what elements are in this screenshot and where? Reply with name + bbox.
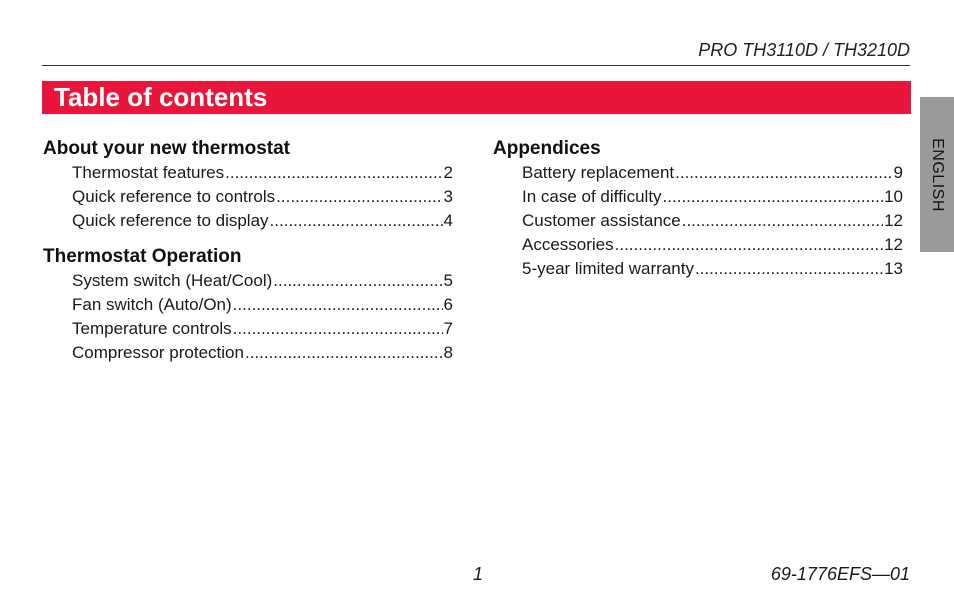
toc-entry: [72, 341, 453, 365]
dot-leader: [663, 185, 884, 209]
toc-entry: [72, 161, 453, 185]
toc-entry-label: Temperature controls: [72, 319, 232, 338]
toc-entry-label: Thermostat features: [72, 163, 225, 182]
dot-leader: [682, 209, 883, 233]
toc-section-heading: Appendices: [493, 138, 601, 159]
dot-leader: [615, 233, 879, 257]
toc-entry-page: 13: [884, 259, 903, 278]
toc-entry-label: Fan switch (Auto/On): [72, 295, 232, 314]
toc-entry: [522, 161, 903, 185]
toc-entry-label: System switch (Heat/Cool): [72, 271, 273, 290]
toc-entry-page: 8: [443, 343, 453, 362]
toc-entry-page: 4: [443, 211, 453, 230]
toc-entry-page: 12: [884, 211, 903, 230]
toc-entry-page: 9: [893, 163, 903, 182]
language-tab: [920, 97, 954, 252]
toc-entry: [522, 209, 903, 233]
toc-entry-page: .12: [879, 235, 903, 254]
toc-entry: [522, 185, 903, 209]
document-code: 69-1776EFS—01: [770, 564, 910, 584]
toc-section-heading: Thermostat Operation: [43, 246, 242, 267]
toc-entry: [72, 293, 453, 317]
toc-section-heading: About your new thermostat: [43, 138, 291, 159]
toc-entry-label: Quick reference to display: [72, 211, 269, 230]
page-number: 1: [473, 564, 484, 584]
toc-entry-label: Customer assistance: [522, 211, 681, 230]
toc-entry-label: In case of difficulty: [522, 187, 662, 206]
toc-entry: [522, 233, 903, 257]
toc-entry-label: Battery replacement: [522, 163, 675, 182]
toc-entry-page: 6: [443, 295, 453, 314]
toc-entry: [72, 317, 453, 341]
document-model-header: PRO TH3110D / TH3210D: [698, 40, 910, 60]
toc-entry-page: 10: [884, 187, 903, 206]
toc-entry-page: 5: [443, 271, 453, 290]
toc-entry-page: 3: [443, 187, 453, 206]
toc-entry-label: 5-year limited warranty: [522, 259, 694, 278]
toc-entry-label: Quick reference to controls: [72, 187, 276, 206]
toc-entry-page: 2: [443, 163, 453, 182]
dot-leader: [675, 161, 892, 185]
page-title: Table of contents: [54, 82, 268, 112]
toc-section: [43, 137, 453, 233]
dot-leader: [245, 341, 443, 365]
toc-entry: [72, 185, 453, 209]
toc-entry-label: Compressor protection: [72, 343, 244, 362]
language-tab-label: ENGLISH: [929, 137, 946, 212]
toc-left-column: [43, 137, 453, 365]
toc-section: [43, 245, 453, 365]
dot-leader: [273, 269, 442, 293]
dot-leader: [270, 209, 443, 233]
dot-leader: [233, 293, 443, 317]
toc-entry: [522, 257, 903, 281]
dot-leader: [276, 185, 442, 209]
toc-entry: [72, 269, 453, 293]
toc-entry-label: Accessories: [522, 235, 614, 254]
dot-leader: [695, 257, 883, 281]
header-divider: [42, 65, 910, 66]
title-banner: [42, 81, 911, 114]
dot-leader: [225, 161, 442, 185]
toc-entry-page: 7: [443, 319, 453, 338]
toc-entry: [72, 209, 453, 233]
toc-right-column: [493, 137, 903, 281]
dot-leader: [233, 317, 443, 341]
toc-section: [493, 137, 903, 281]
